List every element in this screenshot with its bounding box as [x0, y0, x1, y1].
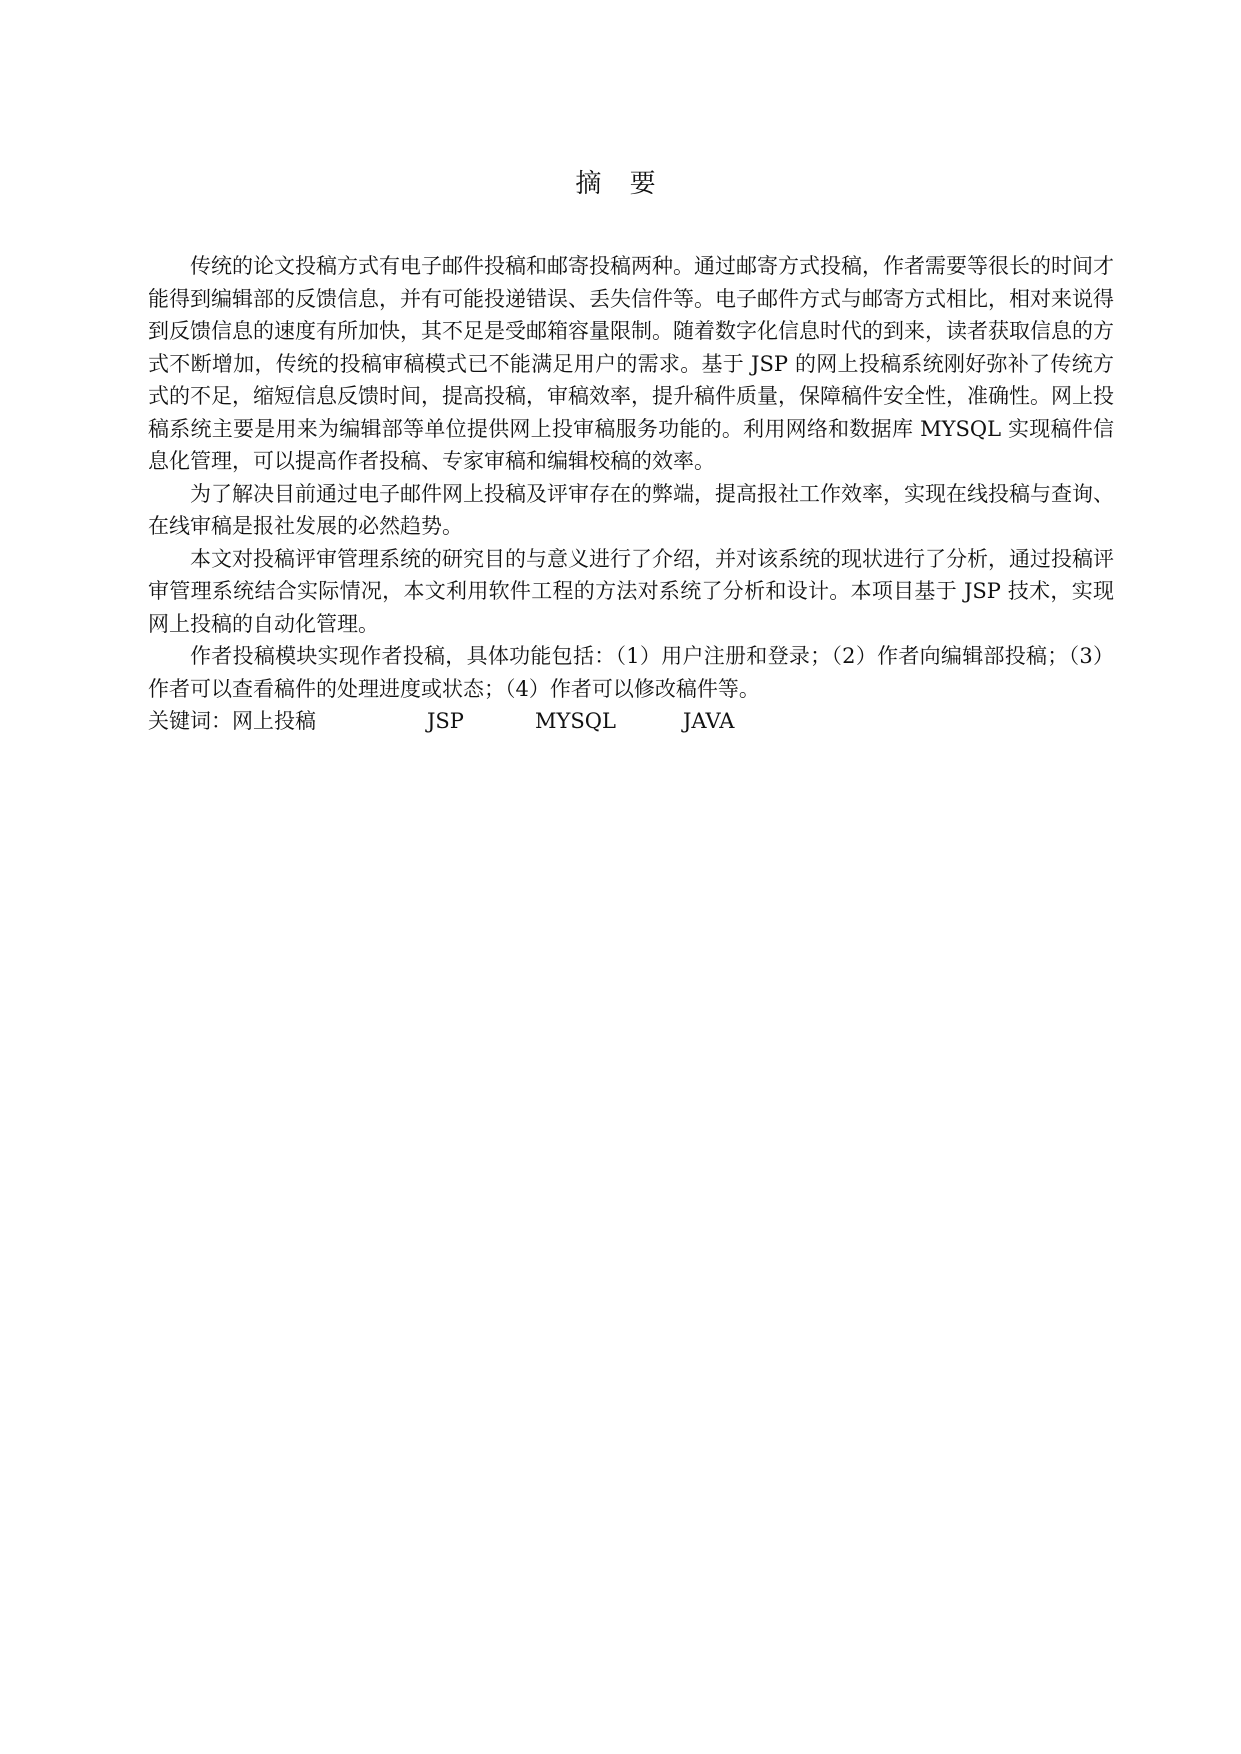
keywords-label: 关键词：	[148, 709, 232, 733]
keyword-item: JAVA	[683, 709, 735, 733]
abstract-paragraph-2: 为了解决目前通过电子邮件网上投稿及评审存在的弊端，提高报社工作效率，实现在线投稿与查询、在线审稿是报社发展的必然趋势。	[148, 481, 1114, 538]
abstract-body	[148, 250, 1114, 738]
keyword-item: 网上投稿	[232, 709, 316, 733]
abstract-paragraph-3: 本文对投稿评审管理系统的研究目的与意义进行了介绍，并对该系统的现状进行了分析，通过投稿评审管理系统结合实际情况，本文利用软件工程的方法对系统了分析和设计。本项目基于 JSP 技术，实现网上投稿的自动化管理。	[148, 546, 1114, 636]
keywords-line	[148, 705, 1114, 738]
keyword-item: MYSQL	[535, 709, 616, 733]
keyword-item: JSP	[427, 709, 464, 733]
abstract-paragraph-1: 传统的论文投稿方式有电子邮件投稿和邮寄投稿两种。通过邮寄方式投稿，作者需要等很长的时间才能得到编辑部的反馈信息，并有可能投递错误、丢失信件等。电子邮件方式与邮寄方式相比，相对来说得到反馈信息的速度有所加快，其不足是受邮箱容量限制。随着数字化信息时代的到来，读者获取信息的方式不断增加，传统的投稿审稿模式已不能满足用户的需求。基于 JSP 的网上投稿系统刚好弥补了传统方式的不足，缩短信息反馈时间，提高投稿，审稿效率，提升稿件质量，保障稿件安全性，准确性。网上投稿系统主要是用来为编辑部等单位提供网上投审稿服务功能的。利用网络和数据库 MYSQL 实现稿件信息化管理，可以提高作者投稿、专家审稿和编辑校稿的效率。	[148, 254, 1114, 473]
abstract-title: 摘 要	[575, 169, 666, 199]
abstract-paragraph-4: 作者投稿模块实现作者投稿，具体功能包括：（1）用户注册和登录；（2）作者向编辑部投稿；（3）作者可以查看稿件的处理进度或状态；（4）作者可以修改稿件等。	[148, 644, 1114, 701]
